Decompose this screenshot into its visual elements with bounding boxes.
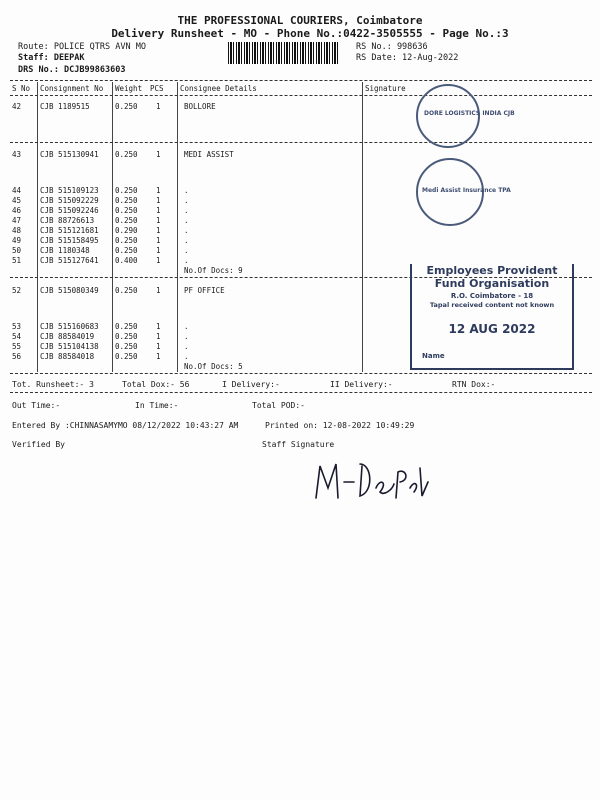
row-sno: 56: [12, 352, 22, 361]
epfo-name: Name: [422, 352, 445, 360]
company-title: THE PROFESSIONAL COURIERS, Coimbatore: [177, 14, 423, 27]
row-pcs: 1: [156, 286, 161, 295]
row-cn: CJB 88584018: [40, 352, 95, 361]
row-cn: CJB 515158495: [40, 236, 99, 245]
col-weight-header: Weight: [115, 84, 143, 93]
row-details: .: [184, 342, 189, 351]
epfo-title: Employees Provident: [426, 264, 558, 277]
rtn-dox: RTN Dox:-: [452, 380, 496, 389]
out-time: Out Time:-: [12, 401, 61, 410]
row-details: .: [184, 352, 189, 361]
row-wt: 0.250: [115, 206, 138, 215]
row-cn: CJB 515130941: [40, 150, 99, 159]
row-cn: CJB 515080349: [40, 286, 99, 295]
row-details: .: [184, 216, 189, 225]
col-signature-header: Signature: [365, 84, 406, 93]
divider: [10, 392, 592, 393]
row-pcs: 1: [156, 332, 161, 341]
row-cn: CJB 515160683: [40, 322, 99, 331]
row-details: .: [184, 206, 189, 215]
epfo-org: Fund Organisation: [434, 277, 550, 290]
row-cn: CJB 515104138: [40, 342, 99, 351]
col-sno-header: S No: [12, 84, 31, 93]
column-rule: [362, 82, 363, 372]
epfo-tapal: Tapal received content not known: [429, 301, 555, 309]
row-sno: 47: [12, 216, 22, 225]
epfo-date: 12 AUG 2022: [448, 322, 536, 336]
row-cn: CJB 515127641: [40, 256, 99, 265]
row-sno: 49: [12, 236, 22, 245]
row-wt: 0.250: [115, 186, 138, 195]
logistics-stamp-text: DORE LOGISTICS INDIA CJB: [424, 110, 515, 117]
row-sno: 43: [12, 150, 22, 159]
row-cn: CJB 515092246: [40, 206, 99, 215]
row-wt: 0.250: [115, 216, 138, 225]
row-wt: 0.290: [115, 226, 138, 235]
row-wt: 0.250: [115, 246, 138, 255]
barcode: [228, 42, 338, 64]
row-sno: 51: [12, 256, 22, 265]
row-cn: CJB 88726613: [40, 216, 95, 225]
divider: [10, 373, 592, 374]
row-sno: 55: [12, 342, 22, 351]
row-details: .: [184, 226, 189, 235]
column-rule: [177, 82, 178, 372]
row-sno: 48: [12, 226, 22, 235]
row-details: .: [184, 186, 189, 195]
row-wt: 0.250: [115, 352, 138, 361]
row-pcs: 1: [156, 216, 161, 225]
row-sno: 50: [12, 246, 22, 255]
total-dox: Total Dox:- 56: [122, 380, 190, 389]
entered-by: Entered By :CHINNASAMYMO 08/12/2022 10:43:27 AM: [12, 421, 239, 430]
divider: [10, 142, 592, 143]
i-delivery: I Delivery:-: [222, 380, 280, 389]
row-sno: 42: [12, 102, 22, 111]
staff-label: Staff: DEEPAK: [18, 53, 85, 63]
staff-signature: [310, 458, 430, 508]
row-sno: 44: [12, 186, 22, 195]
row-wt: 0.250: [115, 332, 138, 341]
row-wt: 0.250: [115, 236, 138, 245]
row-details: .: [184, 322, 189, 331]
ii-delivery: II Delivery:-: [330, 380, 393, 389]
row-pcs: 1: [156, 236, 161, 245]
epfo-ro: R.O. Coimbatore - 18: [450, 292, 534, 300]
row-pcs: 1: [156, 352, 161, 361]
medi-assist-stamp-text: Medi Assist Insurance TPA: [422, 187, 511, 194]
column-rule: [37, 82, 38, 372]
group-total: No.Of Docs: 5: [184, 362, 243, 371]
row-pcs: 1: [156, 150, 161, 159]
signature-stroke: [316, 464, 428, 498]
row-wt: 0.250: [115, 286, 138, 295]
row-details: .: [184, 236, 189, 245]
in-time: In Time:-: [135, 401, 179, 410]
row-wt: 0.250: [115, 196, 138, 205]
row-details: .: [184, 196, 189, 205]
row-wt: 0.400: [115, 256, 138, 265]
row-pcs: 1: [156, 102, 161, 111]
logistics-stamp: [416, 84, 515, 148]
verified-by: Verified By: [12, 440, 65, 449]
col-consignment-header: Consignment No: [40, 84, 104, 93]
row-cn: CJB 515109123: [40, 186, 99, 195]
row-pcs: 1: [156, 342, 161, 351]
medi-assist-stamp: [416, 158, 511, 226]
row-cn: CJB 1180348: [40, 246, 90, 255]
total-pod: Total POD:-: [252, 401, 305, 410]
row-details: .: [184, 256, 189, 265]
group-total: No.Of Docs: 9: [184, 266, 243, 275]
row-pcs: 1: [156, 322, 161, 331]
row-sno: 53: [12, 322, 22, 331]
row-cn: CJB 1189515: [40, 102, 90, 111]
row-sno: 46: [12, 206, 22, 215]
row-sno: 52: [12, 286, 22, 295]
row-wt: 0.250: [115, 102, 138, 111]
col-consignee-header: Consignee Details: [180, 84, 257, 93]
rs-number: RS No.: 998636: [356, 42, 428, 52]
row-pcs: 1: [156, 256, 161, 265]
row-pcs: 1: [156, 206, 161, 215]
staff-signature-label: Staff Signature: [262, 440, 335, 449]
row-wt: 0.250: [115, 322, 138, 331]
row-wt: 0.250: [115, 150, 138, 159]
row-cn: CJB 515092229: [40, 196, 99, 205]
row-details: BOLLORE: [184, 102, 216, 111]
row-sno: 45: [12, 196, 22, 205]
row-pcs: 1: [156, 226, 161, 235]
row-cn: CJB 515121681: [40, 226, 99, 235]
row-cn: CJB 88584019: [40, 332, 95, 341]
drs-label: DRS No.: DCJB99863603: [18, 65, 126, 75]
tot-runsheet: Tot. Runsheet:- 3: [12, 380, 94, 389]
row-wt: 0.250: [115, 342, 138, 351]
divider: [10, 95, 592, 96]
row-sno: 54: [12, 332, 22, 341]
epfo-stamp: [410, 264, 574, 370]
runsheet-title: Delivery Runsheet - MO - Phone No.:0422-3505555 - Page No.:3: [111, 27, 509, 40]
column-rule: [112, 82, 113, 372]
rs-date: RS Date: 12-Aug-2022: [356, 53, 459, 63]
row-details: .: [184, 332, 189, 341]
route-label: Route: POLICE QTRS AVN MO: [18, 42, 146, 52]
row-pcs: 1: [156, 196, 161, 205]
divider: [10, 80, 592, 81]
row-details: .: [184, 246, 189, 255]
row-pcs: 1: [156, 186, 161, 195]
row-details: MEDI ASSIST: [184, 150, 234, 159]
row-pcs: 1: [156, 246, 161, 255]
row-details: PF OFFICE: [184, 286, 225, 295]
col-pcs-header: PCS: [150, 84, 164, 93]
printed-on: Printed on: 12-08-2022 10:49:29: [265, 421, 415, 430]
